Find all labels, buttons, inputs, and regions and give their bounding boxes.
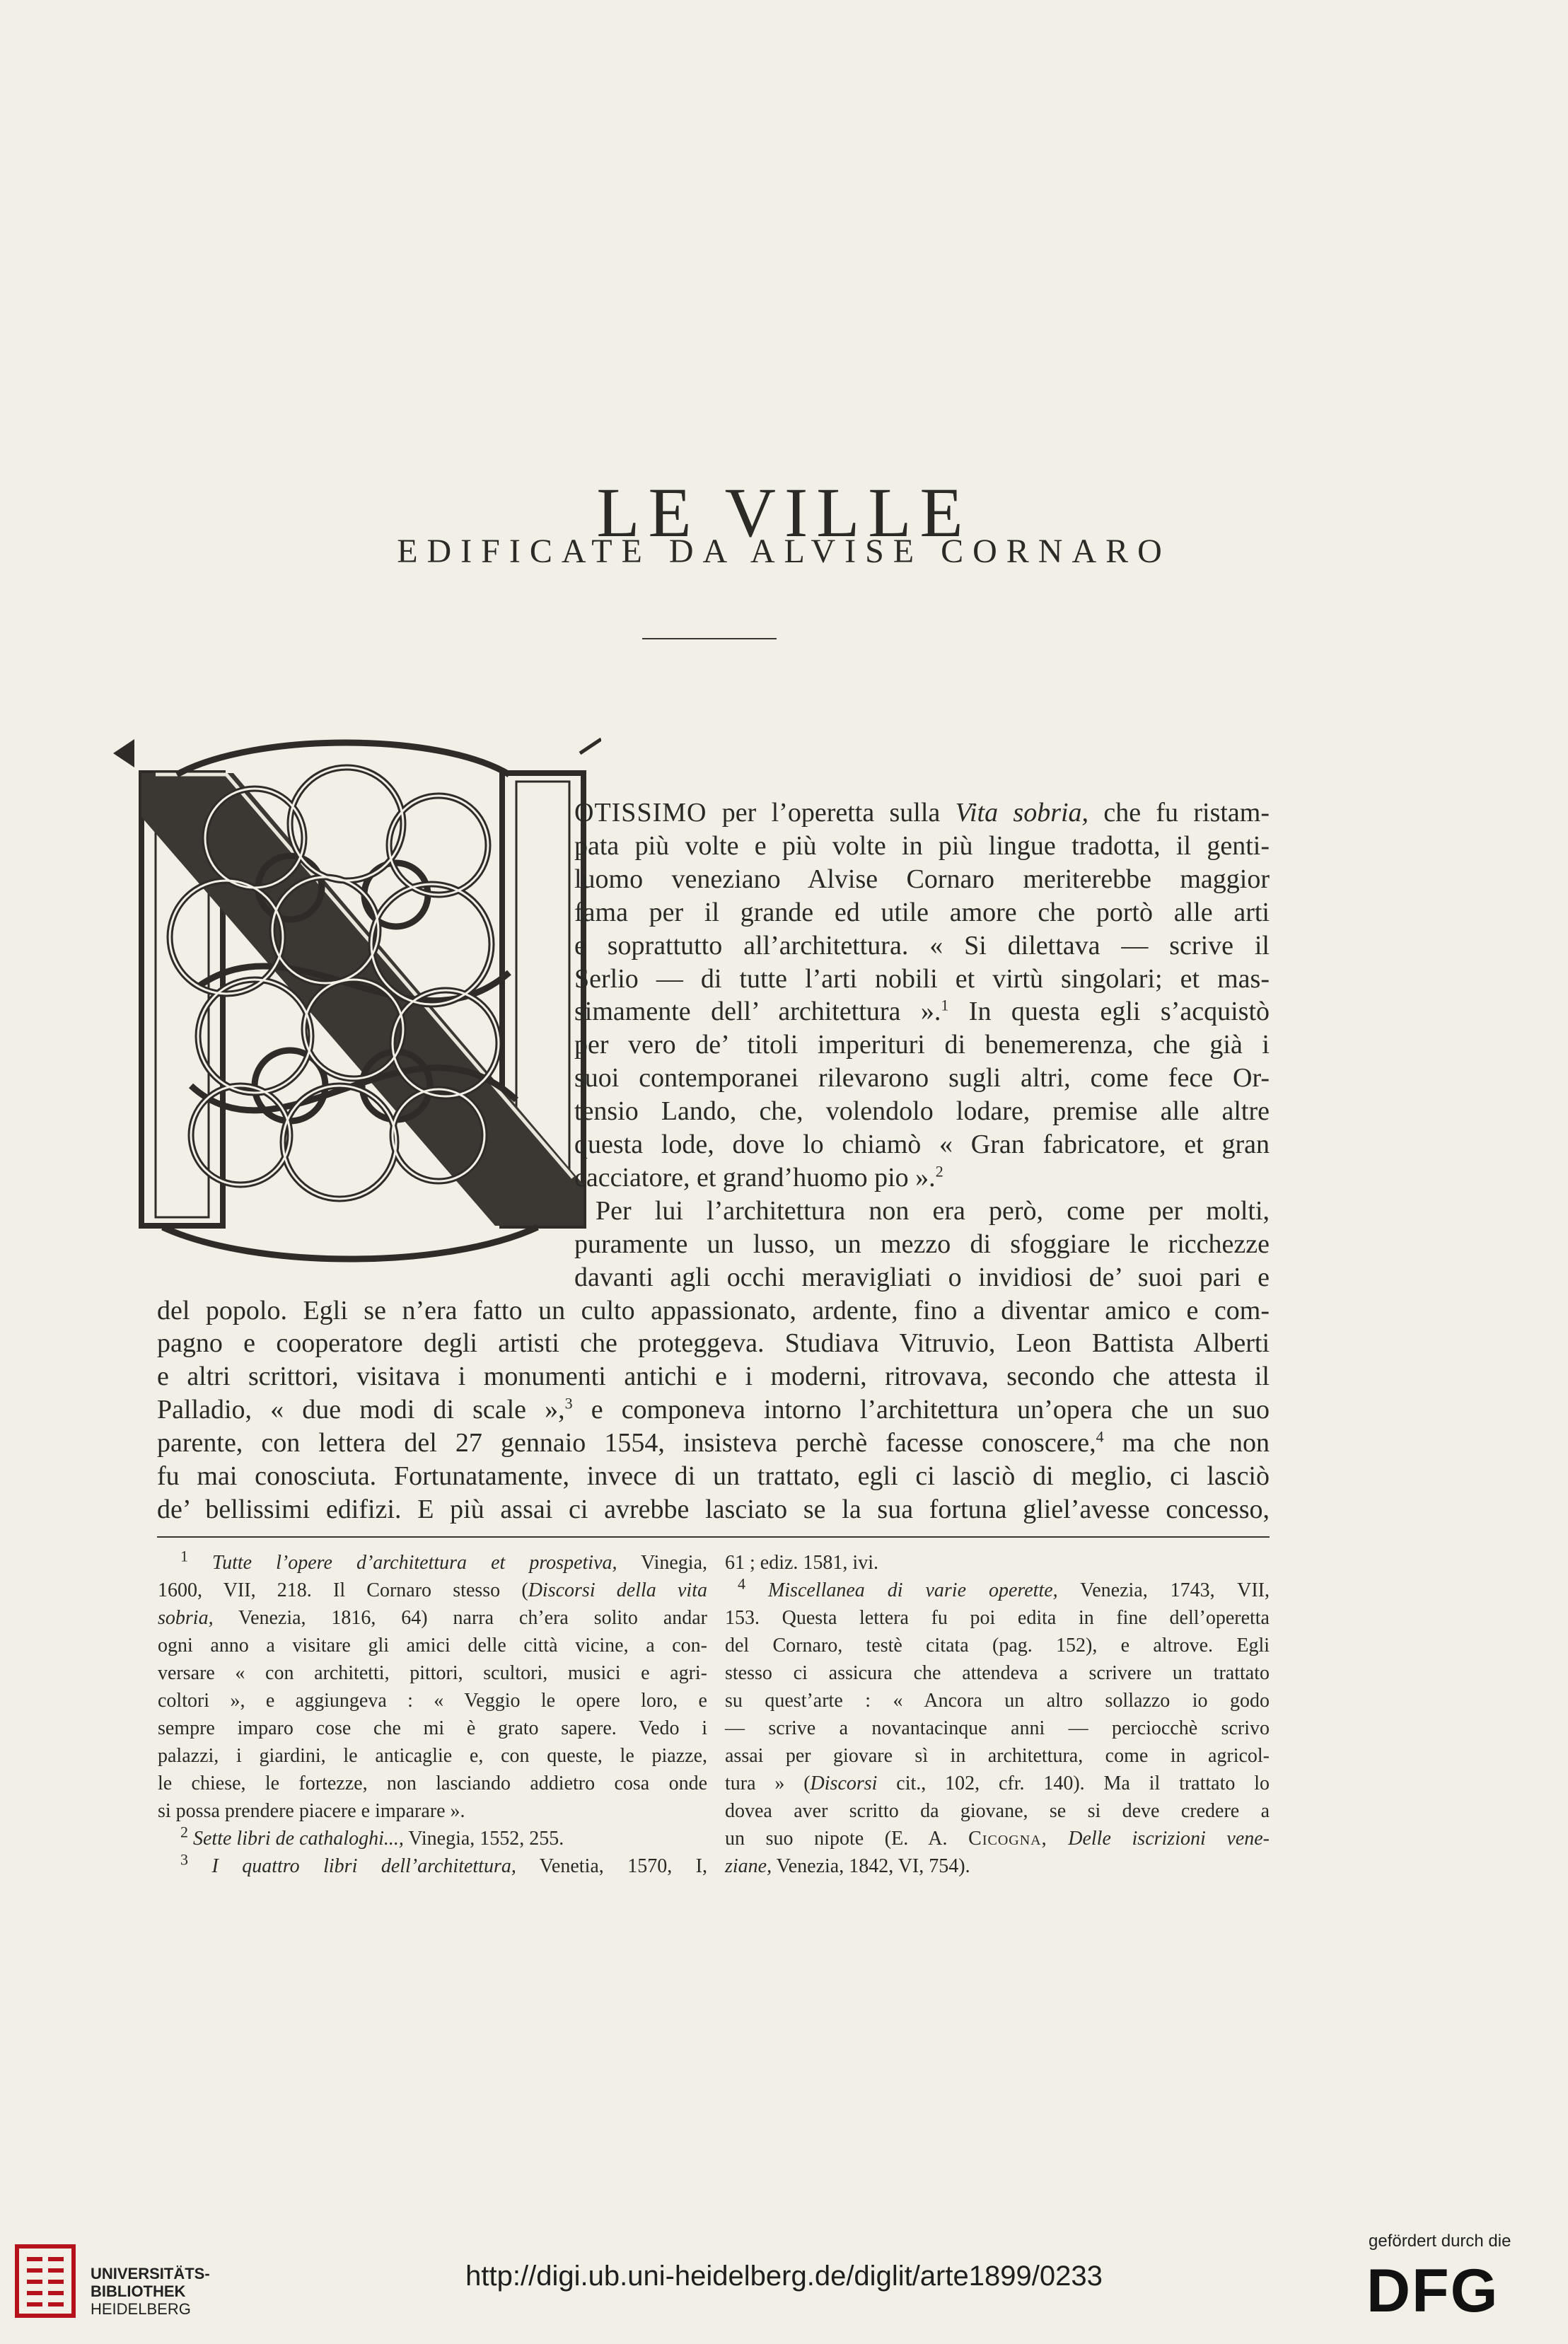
text-run: pata più volte e più volte in più lingue tradotta, il genti- (574, 830, 1270, 861)
text-run: Venezia, 1842, VI, 754). (772, 1855, 970, 1877)
body-line (596, 1194, 1270, 1228)
article-subtitle: EDIFICATE DA ALVISE CORNARO (397, 533, 1171, 570)
text-run: del popolo. Egli se n’era fatto un culto appassionato, ardente, fino a diventar amico e com- (157, 1295, 1270, 1325)
library-line-2: BIBLIOTHEK (91, 2282, 186, 2300)
text-run: e componeva intorno l’architettura un’opera che un suo (572, 1395, 1270, 1425)
body-line (574, 895, 1270, 929)
footnote-line (725, 1770, 1270, 1797)
text-run: ziane, (725, 1855, 772, 1877)
text-run: Delle iscrizioni vene- (1068, 1828, 1270, 1850)
body-line (574, 1227, 1270, 1261)
text-run: Discorsi della vita (528, 1579, 707, 1601)
library-line-3: HEIDELBERG (91, 2300, 191, 2318)
body-line (574, 929, 1270, 963)
text-run: suoi contemporanei rilevarono sugli altri, come fece Or- (574, 1063, 1270, 1093)
body-line (574, 1161, 1270, 1195)
text-run (1047, 1828, 1069, 1850)
text-run: cacciatore, et grand’huomo pio ». (574, 1162, 936, 1193)
footnote-line (158, 1770, 707, 1797)
text-run: Sette libri de cathaloghi..., (193, 1828, 404, 1850)
text-run: — scrive a novantacinque anni — perciocchè scrivo (725, 1717, 1270, 1739)
funding-caption: gefördert durch die (1369, 2232, 1511, 2251)
body-line (574, 1260, 1270, 1294)
footnote-marker: 2 (935, 1162, 943, 1180)
footnote-line (158, 1797, 707, 1825)
text-run: per vero de’ titoli imperituri di benemerenza, che già i (574, 1030, 1270, 1060)
footnote-line (158, 1604, 707, 1632)
text-run: Palladio, « due modi di scale », (157, 1395, 565, 1425)
text-run: e altri scrittori, visitava i monumenti antichi e i moderni, ritrovava, secondo che attesta il (157, 1362, 1270, 1392)
text-run: Cicogna, (968, 1828, 1047, 1850)
body-line (574, 962, 1270, 996)
body-text (157, 796, 1270, 1545)
body-line (574, 829, 1270, 863)
library-line-1: UNIVERSITÄTS- (91, 2265, 210, 2282)
text-run: e soprattutto all’architettura. « Si dilettava — scrive il (574, 930, 1270, 961)
footnote-line (180, 1852, 707, 1880)
text-run: fama per il grande ed utile amore che portò alle arti (574, 897, 1270, 927)
body-line (574, 1094, 1270, 1128)
body-line (157, 1294, 1270, 1328)
text-run: fu mai conosciuta. Fortunatamente, invece di un trattato, egli ci lasciò di meglio, ci lasciò (157, 1461, 1270, 1491)
text-run: pagno e cooperatore degli artisti che proteggeva. Studiava Vitruvio, Leon Battista Alberti (157, 1328, 1270, 1359)
text-run: Venezia, 1816, 64) narra ch’era solito andar (213, 1607, 707, 1629)
footnote-marker: 4 (738, 1574, 745, 1593)
body-line (574, 1061, 1270, 1095)
body-line (157, 1359, 1270, 1393)
text-run: ma che non (1103, 1428, 1270, 1458)
body-line (574, 1028, 1270, 1062)
text-run: su quest’arte : « Ancora un altro sollazzo io godo (725, 1690, 1270, 1712)
body-line (574, 862, 1270, 896)
text-run: sobria, (158, 1607, 214, 1629)
body-line (574, 1127, 1270, 1161)
footnote-marker: 1 (180, 1547, 188, 1565)
text-run: parente, con lettera del 27 gennaio 1554, insisteva perchè facesse conoscere, (157, 1428, 1096, 1458)
text-run: dovea aver scritto da giovane, se si deve credere a (725, 1800, 1270, 1822)
text-run: luomo veneziano Alvise Cornaro meriterebbe maggior (574, 864, 1270, 894)
text-run: coltori », e aggiungeva : « Veggio le opere loro, e (158, 1690, 707, 1712)
text-run (188, 1855, 211, 1877)
text-run: del Cornaro, testè citata (pag. 152), e altrove. Egli (725, 1635, 1270, 1657)
text-run: ogni anno a visitare gli amici delle città vicine, a con- (158, 1635, 707, 1657)
text-run: questa lode, dove lo chiamò « Gran fabricatore, et gran (574, 1130, 1270, 1159)
body-line (574, 994, 1270, 1028)
text-run: Tutte l’opere d’architettura et prospetiva, (212, 1552, 617, 1574)
text-run: un suo nipote (E. A. (725, 1828, 969, 1850)
text-run (188, 1552, 212, 1574)
text-run: si possa prendere piacere e imparare ». (158, 1800, 465, 1822)
text-run (745, 1579, 768, 1601)
text-run: In questa egli s’acquistò (948, 997, 1270, 1027)
dfg-logo: DFG (1366, 2257, 1499, 2325)
body-line (157, 1426, 1270, 1460)
text-run (188, 1828, 193, 1850)
footnote-line (158, 1632, 707, 1659)
text-run: de’ bellissimi edifizi. E più assai ci avrebbe lasciato se la sua fortuna gliel’avesse concesso, (157, 1494, 1270, 1524)
text-run: Vinegia, (617, 1552, 707, 1574)
text-run: Miscellanea di varie operette, (767, 1579, 1058, 1601)
body-line (157, 1492, 1270, 1526)
text-run: sempre imparo cose che mi è grato sapere. Vedo i (158, 1717, 707, 1739)
title-divider (642, 638, 777, 639)
text-run: 61 ; ediz. 1581, ivi. (725, 1552, 878, 1574)
text-run: tensio Lando, che, volendolo lodare, premise alle altre (574, 1096, 1270, 1127)
text-run: Serlio — di tutte l’arti nobili et virtù singolari; et mas- (574, 963, 1270, 994)
footnote-line (725, 1742, 1270, 1770)
footnote-line (725, 1687, 1270, 1715)
body-line (157, 1326, 1270, 1360)
footnote-line (180, 1825, 707, 1852)
text-run: Vinegia, 1552, 255. (403, 1828, 564, 1850)
footnote-divider (157, 1536, 1270, 1538)
text-run: simamente dell’ architettura ». (574, 997, 941, 1027)
text-run: Vita sobria, (955, 798, 1089, 828)
text-run: assai per giovare sì in architettura, come in agricol- (725, 1745, 1270, 1767)
text-run: versare « con architetti, pittori, scultori, musici e agri- (158, 1662, 707, 1684)
article-title: LE VILLE (596, 473, 972, 552)
footnote-marker: 3 (564, 1394, 573, 1412)
footnote-line (725, 1549, 1270, 1577)
source-url-link[interactable]: http://digi.ub.uni-heidelberg.de/diglit/arte1899/0233 (465, 2261, 1103, 2292)
text-run: I quattro libri dell’architettura, (211, 1855, 516, 1877)
footnote-line (725, 1632, 1270, 1659)
text-run: cit., 102, cfr. 140). Ma il trattato lo (877, 1772, 1270, 1794)
footnote-line (158, 1715, 707, 1742)
text-run: per l’operetta sulla (707, 798, 956, 828)
footnote-line (725, 1852, 1270, 1880)
footnote-line (725, 1659, 1270, 1687)
text-run: tura » ( (725, 1772, 811, 1794)
text-run: 1600, VII, 218. Il Cornaro stesso ( (158, 1579, 528, 1601)
footnote-line (725, 1604, 1270, 1632)
text-run: puramente un lusso, un mezzo di sfoggiare le ricchezze (574, 1229, 1270, 1259)
text-run: Venetia, 1570, I, (516, 1855, 708, 1877)
footnote-marker: 1 (941, 996, 949, 1014)
footnote-marker: 4 (1096, 1427, 1104, 1446)
text-run: 153. Questa lettera fu poi edita in fine dell’operetta (725, 1607, 1270, 1629)
text-run: che fu ristam- (1088, 798, 1270, 828)
text-run: le chiese, le fortezze, non lasciando addietro cosa onde (158, 1772, 707, 1794)
text-run: Venezia, 1743, VII, (1057, 1579, 1270, 1601)
body-line (157, 1393, 1270, 1427)
footnote-line (158, 1687, 707, 1715)
footnote-line (738, 1574, 1270, 1604)
text-run: Discorsi (810, 1772, 878, 1794)
text-run: stesso ci assicura che attendeva a scrivere un trattato (725, 1662, 1270, 1684)
text-run: palazzi, i giardini, le anticaglie e, con queste, le piazze, (158, 1745, 707, 1767)
text-run: davanti agli occhi meravigliati o invidiosi de’ suoi pari e (574, 1262, 1270, 1292)
footnote-marker: 2 (180, 1823, 188, 1841)
footnote-line (158, 1742, 707, 1770)
body-line (574, 796, 1270, 830)
footnote-line (158, 1577, 707, 1604)
footnote-line (725, 1715, 1270, 1742)
footnote-line (725, 1797, 1270, 1825)
text-run: Per lui l’architettura non era però, come per molti, (596, 1195, 1270, 1226)
body-line (157, 1459, 1270, 1493)
footnote-line (180, 1549, 707, 1577)
text-run: OTISSIMO (574, 798, 707, 828)
footnote-marker: 3 (180, 1850, 188, 1869)
footnote-line (725, 1825, 1270, 1852)
footnote-line (158, 1659, 707, 1687)
